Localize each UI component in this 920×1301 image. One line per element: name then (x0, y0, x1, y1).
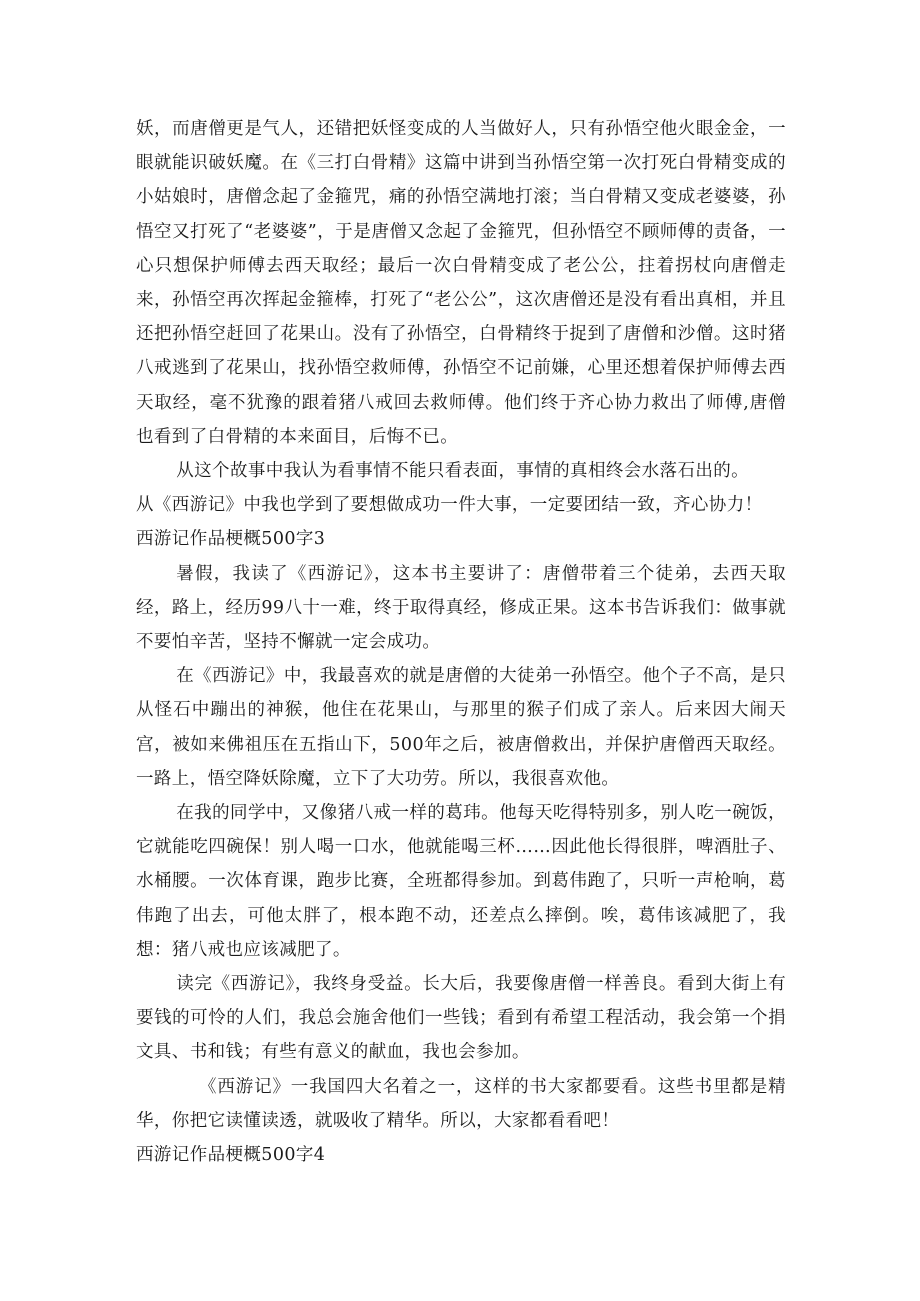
section-heading-3: 西游记作品梗概500字3 (136, 529, 326, 550)
paragraph-classmate: 在我的同学中，又像猪八戒一样的葛玮。他每天吃得特别多，别人吃一碗饭，它就能吃四碗保！别人喝一口水，他就能喝三杯……因此他长得很胖，啤酒肚子、水桶腰。一次体育课，跑步比赛，全班都得参加。到葛伟跑了，只听一声枪响，葛伟跑了出去，可他太胖了，根本跑不动，还差点么摔倒。唉，葛伟该减肥了，我想：猪八戒也应该减肥了。 (136, 803, 786, 960)
paragraph-takeaway: 读完《西游记》，我终身受益。长大后，我要像唐僧一样善良。看到大街上有要钱的可怜的人们，我总会施舍他们一些钱；看到有希望工程活动，我会第一个捐文具、书和钱；有些有意义的献血，我也会参加。 (136, 974, 786, 1063)
paragraph-lesson-continued: 从《西游记》中我也学到了要想做成功一件大事，一定要团结一致，齐心协力！ (136, 495, 763, 516)
paragraph-summer-reading: 暑假，我读了《西游记》，这本书主要讲了：唐僧带着三个徒弟，去西天取经，路上，经历99八十一难，终于取得真经，修成正果。这本书告诉我们：做事就不要怕辛苦，坚持不懈就一定会成功。 (136, 563, 786, 653)
paragraph-story-continued: 妖，而唐僧更是气人，还错把妖怪变成的人当做好人，只有孙悟空他火眼金金，一眼就能识破妖魔。在《三打白骨精》这篇中讲到当孙悟空第一次打死白骨精变成的小姑娘时，唐僧念起了金箍咒，痛的孙悟空满地打滚；当白骨精又变成老婆婆，孙悟空又打死了“老婆婆”，于是唐僧又念起了金箍咒，但孙悟空不顾师傅的责备，一心只想保护师傅去西天取经；最后一次白骨精变成了老公公，拄着拐杖向唐僧走来，孙悟空再次挥起金箍棒，打死了“老公公”，这次唐僧还是没有看出真相，并且还把孙悟空赶回了花果山。没有了孙悟空，白骨精终于捉到了唐僧和沙僧。这时猪八戒逃到了花果山，找孙悟空救师傅，孙悟空不记前嫌，心里还想着保护师傅去西天取经，毫不犹豫的跟着猪八戒回去救师傅。他们终于齐心协力救出了师傅,唐僧也看到了白骨精的本来面目，后悔不已。 (136, 119, 786, 447)
paragraph-recommendation: 《西游记》一我国四大名着之一，这样的书大家都要看。这些书里都是精华，你把它读懂读透，就吸收了精华。所以，大家都看看吧！ (136, 1076, 786, 1131)
document-body (136, 112, 786, 1172)
paragraph-lesson: 从这个故事中我认为看事情不能只看表面，事情的真相终会水落石出的。 (176, 461, 750, 482)
paragraph-favorite-character: 在《西游记》中，我最喜欢的就是唐僧的大徒弟一孙悟空。他个子不高，是只从怪石中蹦出的神猴，他住在花果山，与那里的猴子们成了亲人。后来因大闹天宫，被如来佛祖压在五指山下，500年之后，被唐僧救出，并保护唐僧西天取经。一路上，悟空降妖除魔，立下了大功劳。所以，我很喜欢他。 (136, 666, 786, 789)
section-heading-4: 西游记作品梗概500字4 (136, 1145, 326, 1166)
